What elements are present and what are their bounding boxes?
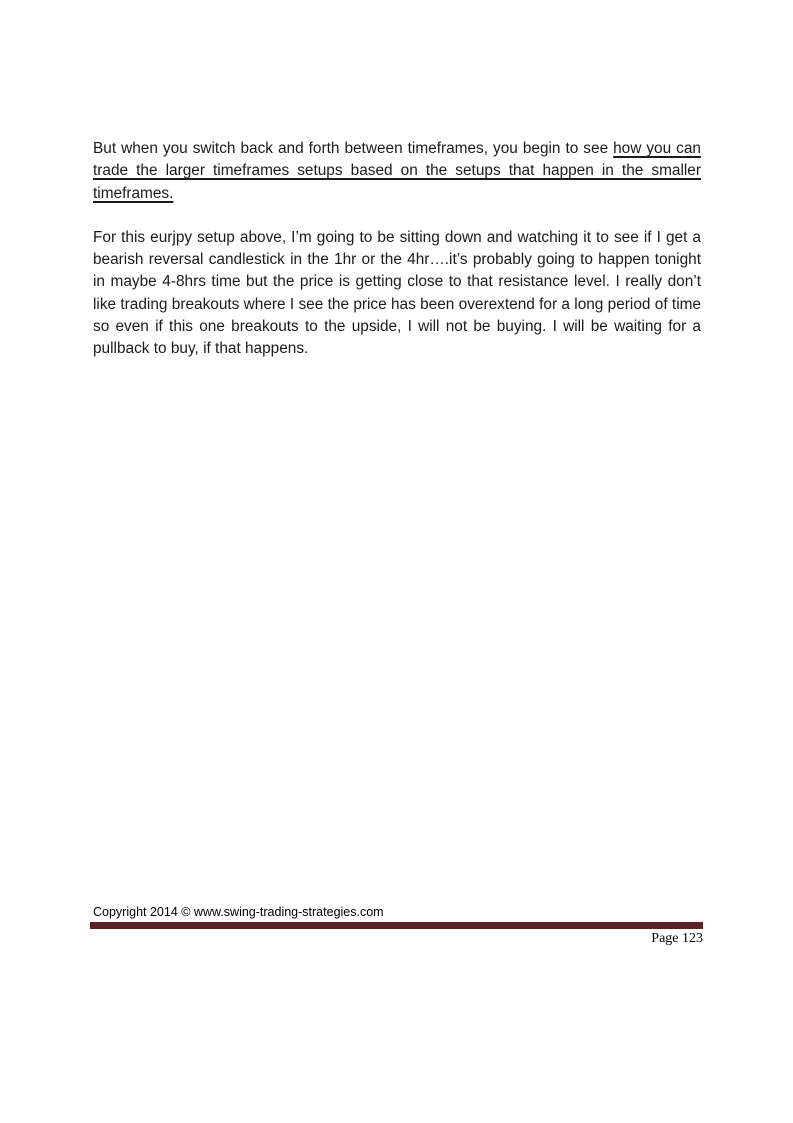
page-number: Page 123	[651, 931, 703, 946]
paragraph-eurjpy-setup: For this eurjpy setup above, I’m going to be sitting down and watching it to see if I get a bearish reversal candlestick in the 1hr or the 4hr….it’s probably going to happen tonight in maybe 4-8hrs time but the price is getting close to that resistance level. I really don’t like trading breakouts where I see the price has been overextend for a long period of time so even if this one breakouts to the upside, I will not be buying. I will be waiting for a pullback to buy, if that happens.	[93, 228, 701, 358]
footer-divider-bar	[90, 922, 703, 929]
paragraph-timeframes-lead: But when you switch back and forth between timeframes, you begin to see	[93, 140, 614, 157]
paragraph-timeframes	[93, 138, 701, 205]
body-text-block	[93, 138, 701, 383]
paragraph-timeframes-underlined-passage: how you can trade the larger timeframes setups based on the setups that happen in the smaller timeframes.	[93, 140, 701, 202]
footer-copyright-text: Copyright 2014 © www.swing-trading-strategies.com	[93, 905, 384, 919]
